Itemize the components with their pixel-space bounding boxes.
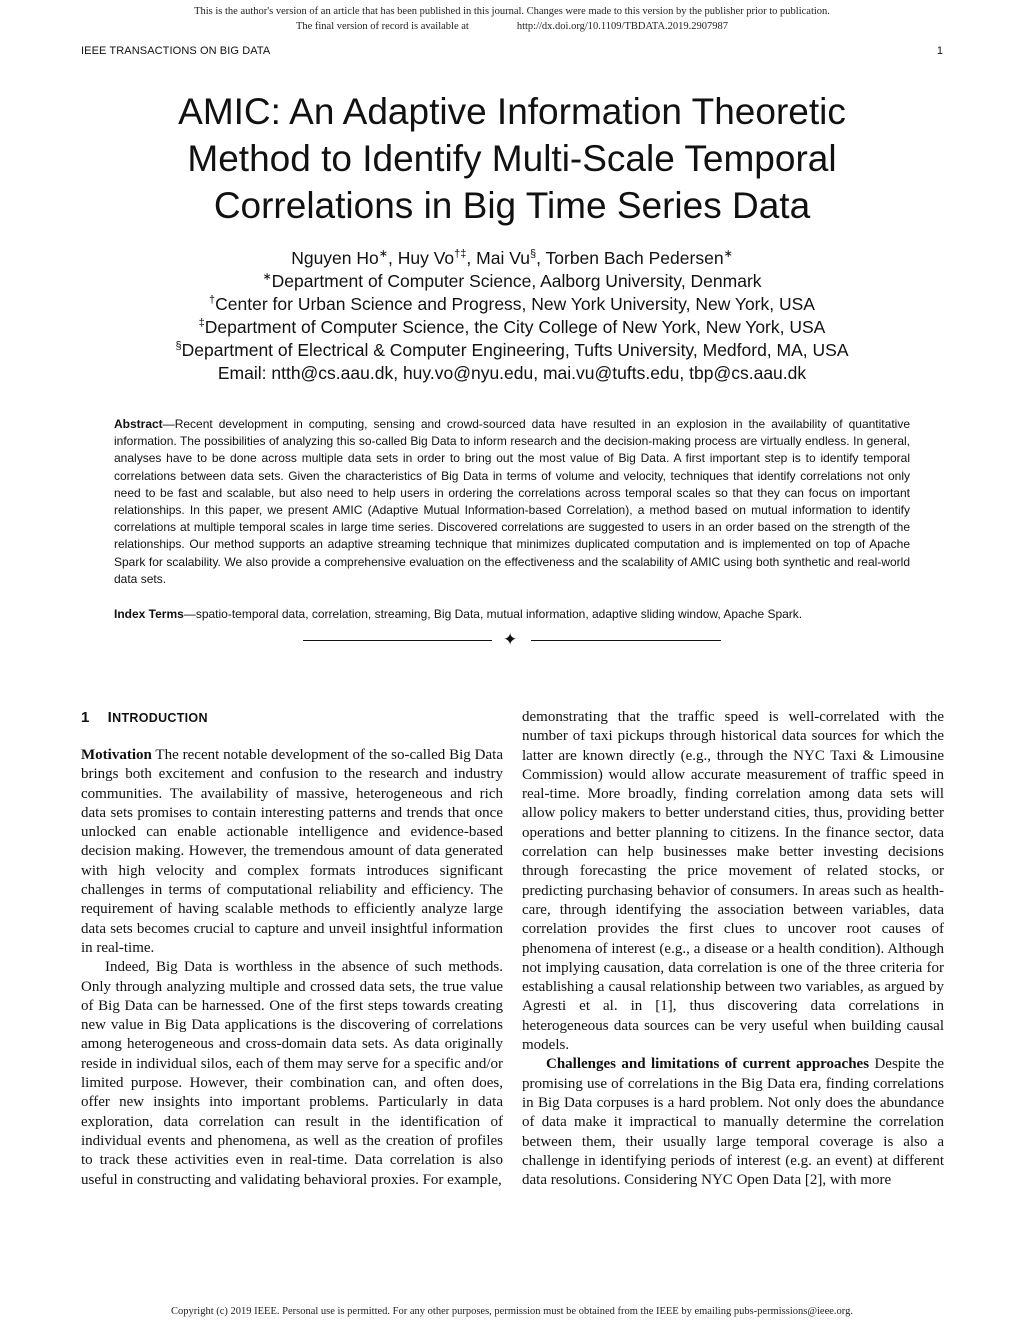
paragraph-lead: Challenges and limitations of current approaches [546, 1056, 870, 1073]
affiliation-mark: ‡ [198, 317, 205, 330]
section-title-initial: I [107, 709, 113, 726]
author-name: Huy Vo [397, 248, 455, 268]
affiliation-text: Department of Electrical & Computer Engineering, Tufts University, Medford, MA, USA [181, 340, 849, 360]
doi-link[interactable]: http://dx.doi.org/10.1109/TBDATA.2019.2907987 [516, 21, 729, 32]
paragraph-lead: Motivation [81, 747, 152, 763]
affiliation [80, 293, 944, 316]
paragraph [522, 1055, 944, 1190]
author-mark: ∗ [378, 248, 388, 261]
affiliation-text: Center for Urban Science and Progress, New York University, New York, USA [215, 294, 815, 314]
author-separator: , [466, 248, 477, 268]
affiliation-text: Department of Computer Science, the City College of New York, New York, USA [204, 317, 826, 337]
notice-prefix: The final version of record is available at [295, 21, 469, 32]
author-block [80, 247, 944, 385]
title-line: AMIC: An Adaptive Information Theoretic [178, 91, 846, 132]
author-name: Mai Vu [476, 248, 530, 268]
author-name: Torben Bach Pedersen [545, 248, 724, 268]
affiliation-mark: ∗ [262, 271, 272, 284]
affiliation-mark: § [175, 340, 182, 353]
abstract-text: —Recent development in computing, sensing and crowd-sourced data have resulted in an explosion in the availability of quantitative information. The possibilities of analyzing this so-called Big Data to inform research and the decision-making process are virtually endless. In general, analyses have to be done across multiple data sets in order to bring out the most value of Big Data. A first important step is to identify temporal correlations between data sets. Given the characteristics of Big Data in terms of volume and velocity, techniques that identify correlations not only need to be fast and scalable, but also need to help users in ordering the correlations across temporal scales so that they can focus on important relationships. In this paper, we present AMIC (Adaptive Mutual Information-based Correlation), a method based on mutual information to identify correlations at multiple temporal scales in large time series. Discovered correlations are suggested to users in an order based on the strength of the relationships. Our method supports an adaptive streaming technique that minimizes duplicated computation and is implemented on top of Apache Spark for scalability. We also provide a comprehensive evaluation on the effectiveness and the scalability of AMIC using both synthetic and real-world data sets. [114, 417, 910, 586]
right-column [522, 708, 944, 1190]
affiliation [80, 270, 944, 293]
left-column [81, 746, 503, 1190]
author-list [80, 247, 944, 270]
paragraph: demonstrating that the traffic speed is well-correlated with the number of taxi pickups through historical data sources for which the latter are known directly (e.g., through the NYC Taxi & Limousine Commission) would allow accurate measurement of traffic speed in real-time. More broadly, finding correlation among data sets will allow policy makers to better understand cities, thus, providing better operations and better planning to citizens. In the finance sector, data correlation can help businesses make better investing decisions through forecasting the price movement of related stocks, or predicting purchasing behavior of consumers. In areas such as health-care, through identifying the association between variables, data correlation provides the first clues to uncover root causes of phenomena of interest (e.g., a disease or a health condition). Although not implying causation, data correlation is one of the three criteria for establishing a causal relationship between two variables, as argued by Agresti et al. in [1], thus discovering data correlations in heterogeneous data sources can be very useful when building causal models. [522, 709, 944, 1054]
separator-rule-right [531, 640, 721, 641]
author-separator: , [536, 248, 546, 268]
author-mark: ∗ [723, 248, 733, 261]
paragraph [81, 746, 503, 958]
separator-rule-left [303, 640, 492, 641]
affiliation-text: Department of Computer Science, Aalborg University, Denmark [271, 271, 762, 291]
index-terms-text: —spatio-temporal data, correlation, streaming, Big Data, mutual information, adaptive sliding window, Apache Spark. [183, 607, 803, 621]
title-line: Correlations in Big Time Series Data [213, 185, 811, 226]
author-mark: †‡ [454, 248, 467, 261]
abstract-label: Abstract [114, 417, 163, 431]
affiliation [80, 316, 944, 339]
publication-notice: This is the author's version of an article that has been published in this journal. Changes were made to this version by the publisher prior to publication. [194, 6, 830, 17]
abstract [114, 416, 910, 588]
separator-diamond-icon: ✦ [503, 630, 518, 650]
paragraph-text: Despite the promising use of correlations in the Big Data era, finding correlations in Big Data corpuses is a hard problem. Not only does the abundance of data make it impractical to manually determine the correlation between them, their usually large temporal coverage is also a challenge in identifying periods of interest (e.g. an event) at different data resolutions. Considering NYC Open Data [2], with more [522, 1056, 944, 1189]
affiliation [80, 339, 944, 362]
section-heading [81, 709, 208, 726]
paragraph-text: The recent notable development of the so-called Big Data brings both excitement and confusion to the research and industry communities. The availability of massive, heterogeneous and rich data sets promises to contain interesting patterns and trends that once unlocked can enable actionable intelligence and evidence-based decision making. However, the tremendous amount of data generated with high velocity and complex formats introduces significant challenges in terms of computational reliability and efficiency. The requirement of having scalable methods to efficiently analyze large data sets becomes crucial to capture and unveil insightful information in real-time. [81, 747, 503, 956]
version-of-record-notice [0, 21, 1024, 32]
index-terms-label: Index Terms [114, 607, 184, 621]
title-line: Method to Identify Multi-Scale Temporal [187, 138, 837, 179]
paragraph: Indeed, Big Data is worthless in the absence of such methods. Only through analyzing multiple and crossed data sets, the true value of Big Data can be harnessed. One of the first steps towards creating new value in Big Data applications is the discovering of correlations among heterogeneous and cross-domain data sets. As data originally reside in individual silos, each of them may serve for a specific and/or limited purpose. However, their combination can, and often does, offer new insights into important problems. Particularly in data exploration, data correlation can result in the identification of individual events and phenomena, as well as the creation of profiles to track these activities even in real-time. Data correlation is also useful in constructing and validating behavioral proxies. For example, [81, 959, 503, 1188]
author-mark: § [529, 248, 537, 261]
journal-name: IEEE TRANSACTIONS ON BIG DATA [81, 45, 271, 57]
section-title-rest: NTRODUCTION [112, 711, 208, 725]
author-separator: , [387, 248, 398, 268]
index-terms [114, 606, 910, 623]
author-name: Nguyen Ho [291, 248, 379, 268]
paper-title [80, 88, 944, 229]
page-number: 1 [936, 45, 943, 57]
copyright-footer: Copyright (c) 2019 IEEE. Personal use is permitted. For any other purposes, permission must be obtained from the IEEE by emailing pubs-permissions@ieee.org. [171, 1306, 853, 1317]
section-number: 1 [81, 709, 90, 726]
affiliation-mark: † [209, 294, 216, 307]
author-emails: Email: ntth@cs.aau.dk, huy.vo@nyu.edu, mai.vu@tufts.edu, tbp@cs.aau.dk [217, 363, 807, 383]
